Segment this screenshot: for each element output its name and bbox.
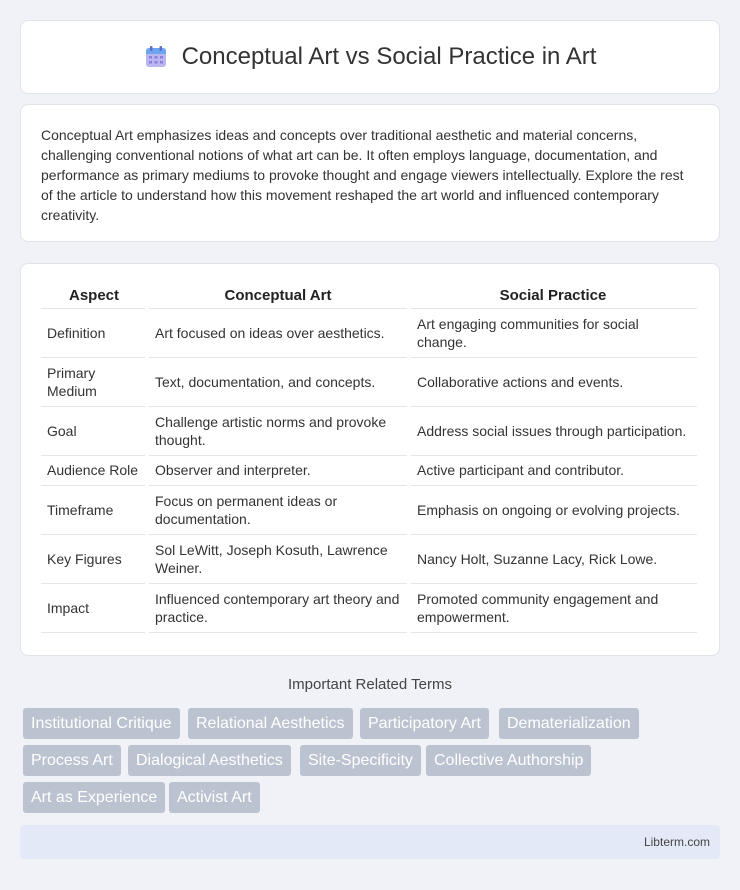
term-tag[interactable]: Dialogical Aesthetics (128, 745, 291, 776)
footer-link[interactable]: Libterm.com (643, 835, 710, 849)
table-row (41, 583, 697, 632)
term-tag[interactable]: Collective Authorship (426, 745, 591, 776)
footer (20, 825, 720, 859)
social-cell: Emphasis on ongoing or evolving projects. (409, 485, 697, 534)
table-row (41, 485, 697, 534)
conceptual-cell: Art focused on ideas over aesthetics. (147, 308, 409, 357)
social-cell: Active participant and contributor. (409, 455, 697, 485)
comparison-table (41, 284, 697, 633)
header-social-practice: Social Practice (409, 284, 697, 308)
term-tag[interactable]: Process Art (23, 745, 121, 776)
table-row (41, 308, 697, 357)
aspect-cell: Goal (41, 406, 147, 455)
term-tag[interactable]: Relational Aesthetics (188, 708, 353, 739)
table-row (41, 406, 697, 455)
term-tag[interactable]: Institutional Critique (23, 708, 180, 739)
social-cell: Collaborative actions and events. (409, 357, 697, 406)
social-cell: Promoted community engagement and empowerment. (409, 583, 697, 632)
header-card (20, 20, 720, 94)
conceptual-cell: Sol LeWitt, Joseph Kosuth, Lawrence Weiner. (147, 534, 409, 583)
conceptual-cell: Text, documentation, and concepts. (147, 357, 409, 406)
table-row (41, 357, 697, 406)
table-row (41, 455, 697, 485)
conceptual-cell: Focus on permanent ideas or documentation. (147, 485, 409, 534)
aspect-cell: Impact (41, 583, 147, 632)
conceptual-cell: Challenge artistic norms and provoke thought. (147, 406, 409, 455)
related-terms-title: Important Related Terms (288, 676, 452, 693)
calendar-icon (144, 45, 168, 69)
term-tag[interactable]: Art as Experience (23, 782, 165, 813)
intro-text: Conceptual Art emphasizes ideas and concepts over traditional aesthetic and material concerns, challenging conventional notions of what art can be. It often employs language, documentation, and performance as primary mediums to provoke thought and engage viewers intellectually. Explore the rest of the article to understand how this movement reshaped the art world and influenced contemporary creativity. (41, 127, 684, 223)
aspect-cell: Primary Medium (41, 357, 147, 406)
header-aspect: Aspect (41, 284, 147, 308)
social-cell: Address social issues through participation. (409, 406, 697, 455)
conceptual-cell: Influenced contemporary art theory and practice. (147, 583, 409, 632)
aspect-cell: Key Figures (41, 534, 147, 583)
term-tag[interactable]: Participatory Art (360, 708, 489, 739)
page-title: Conceptual Art vs Social Practice in Art (181, 43, 597, 70)
aspect-cell: Timeframe (41, 485, 147, 534)
header-conceptual-art: Conceptual Art (147, 284, 409, 308)
term-tag[interactable]: Site-Specificity (300, 745, 421, 776)
social-cell: Nancy Holt, Suzanne Lacy, Rick Lowe. (409, 534, 697, 583)
table-row (41, 534, 697, 583)
social-cell: Art engaging communities for social change. (409, 308, 697, 357)
term-tag[interactable]: Dematerialization (499, 708, 639, 739)
aspect-cell: Audience Role (41, 455, 147, 485)
term-tag[interactable]: Activist Art (169, 782, 260, 813)
conceptual-cell: Observer and interpreter. (147, 455, 409, 485)
aspect-cell: Definition (41, 308, 147, 357)
comparison-card (20, 263, 720, 656)
intro-card (20, 104, 720, 242)
